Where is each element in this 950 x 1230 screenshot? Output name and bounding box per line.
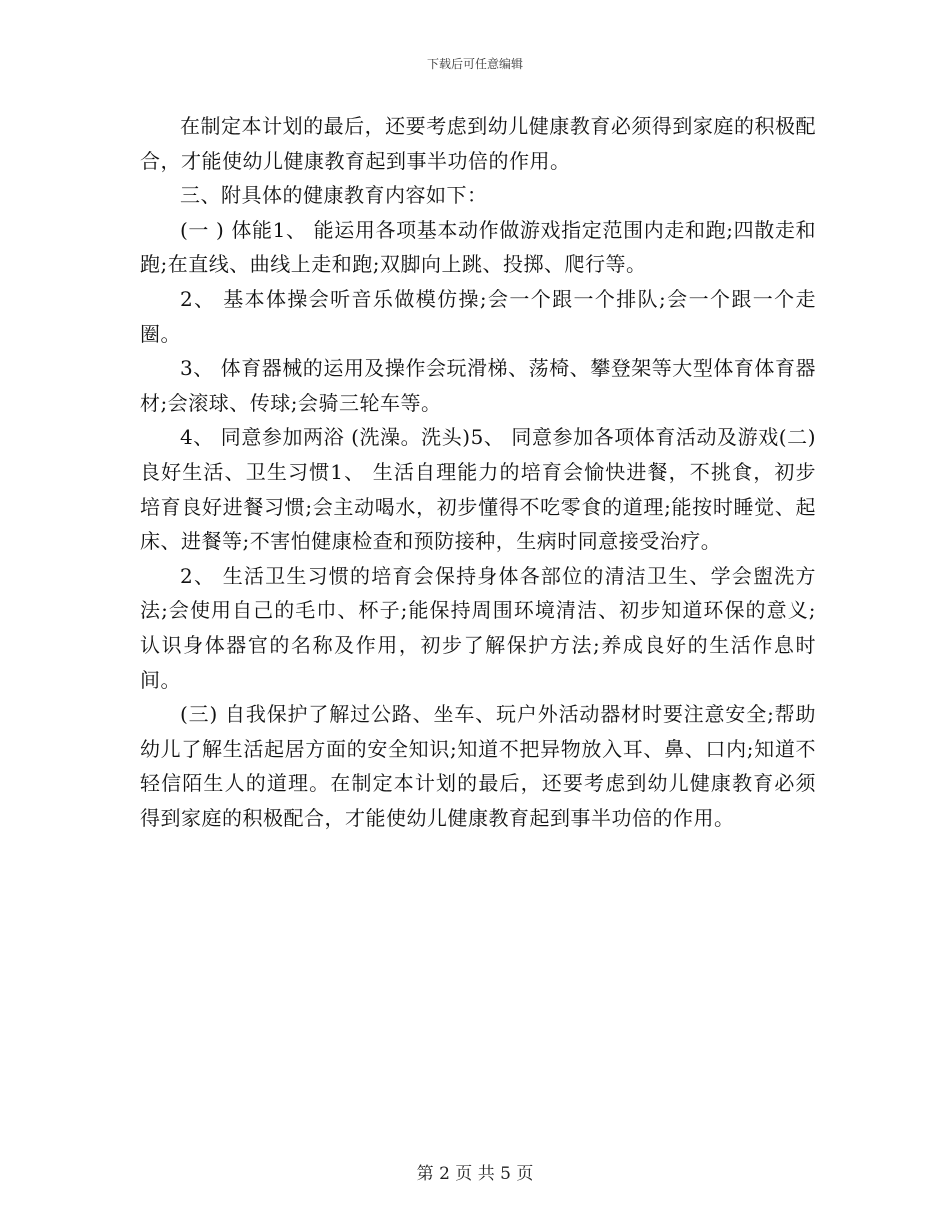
section-heading: 三、附具体的健康教育内容如下： [180, 183, 488, 208]
paragraph: (三) 自我保护了解过公路、坐车、玩户外活动器材时要注意安全;帮助幼儿了解生活起居方面的安全知识;知道不把异物放入耳、鼻、口内;知道不轻信陌生人的道理。在制定本计划的最后，还要考虑到幼儿健康教育必须得到家庭的积极配合，才能使幼儿健康教育起到事半功倍的作用。 [140, 702, 816, 830]
page-header: 下载后可任意编辑 [426, 57, 523, 71]
paragraph: 2、 生活卫生习惯的培育会保持身体各部位的清洁卫生、学会盥洗方法;会使用自己的毛巾、杯子;能保持周围环境清洁、初步知道环保的意义;认识身体器官的名称及作用，初步了解保护方法;养成良好的生活作息时间。 [140, 563, 816, 692]
page-number: 第 2 页 共 5 页 [416, 1164, 534, 1184]
paragraph: 在制定本计划的最后，还要考虑到幼儿健康教育必须得到家庭的积极配合，才能使幼儿健康教育起到事半功倍的作用。 [140, 114, 816, 173]
paragraph: 3、 体育器械的运用及操作会玩滑梯、荡椅、攀登架等大型体育体育器材;会滚球、传球;会骑三轮车等。 [140, 356, 816, 415]
paragraph: 4、 同意参加两浴 (洗澡。洗头)5、 同意参加各项体育活动及游戏(二) 良好生活、卫生习惯1、 生活自理能力的培育会愉快进餐，不挑食，初步培育良好进餐习惯;会主动喝水，初步懂得不吃零食的道理;能按时睡觉、起床、进餐等;不害怕健康检查和预防接种，生病时同意接受治疗。 [140, 425, 816, 554]
document-body [140, 109, 816, 835]
paragraph: 2、 基本体操会听音乐做模仿操;会一个跟一个排队;会一个跟一个走圈。 [140, 286, 816, 346]
paragraph: (一 ) 体能1、 能运用各项基本动作做游戏指定范围内走和跑;四散走和跑;在直线、曲线上走和跑;双脚向上跳、投掷、爬行等。 [140, 217, 816, 277]
